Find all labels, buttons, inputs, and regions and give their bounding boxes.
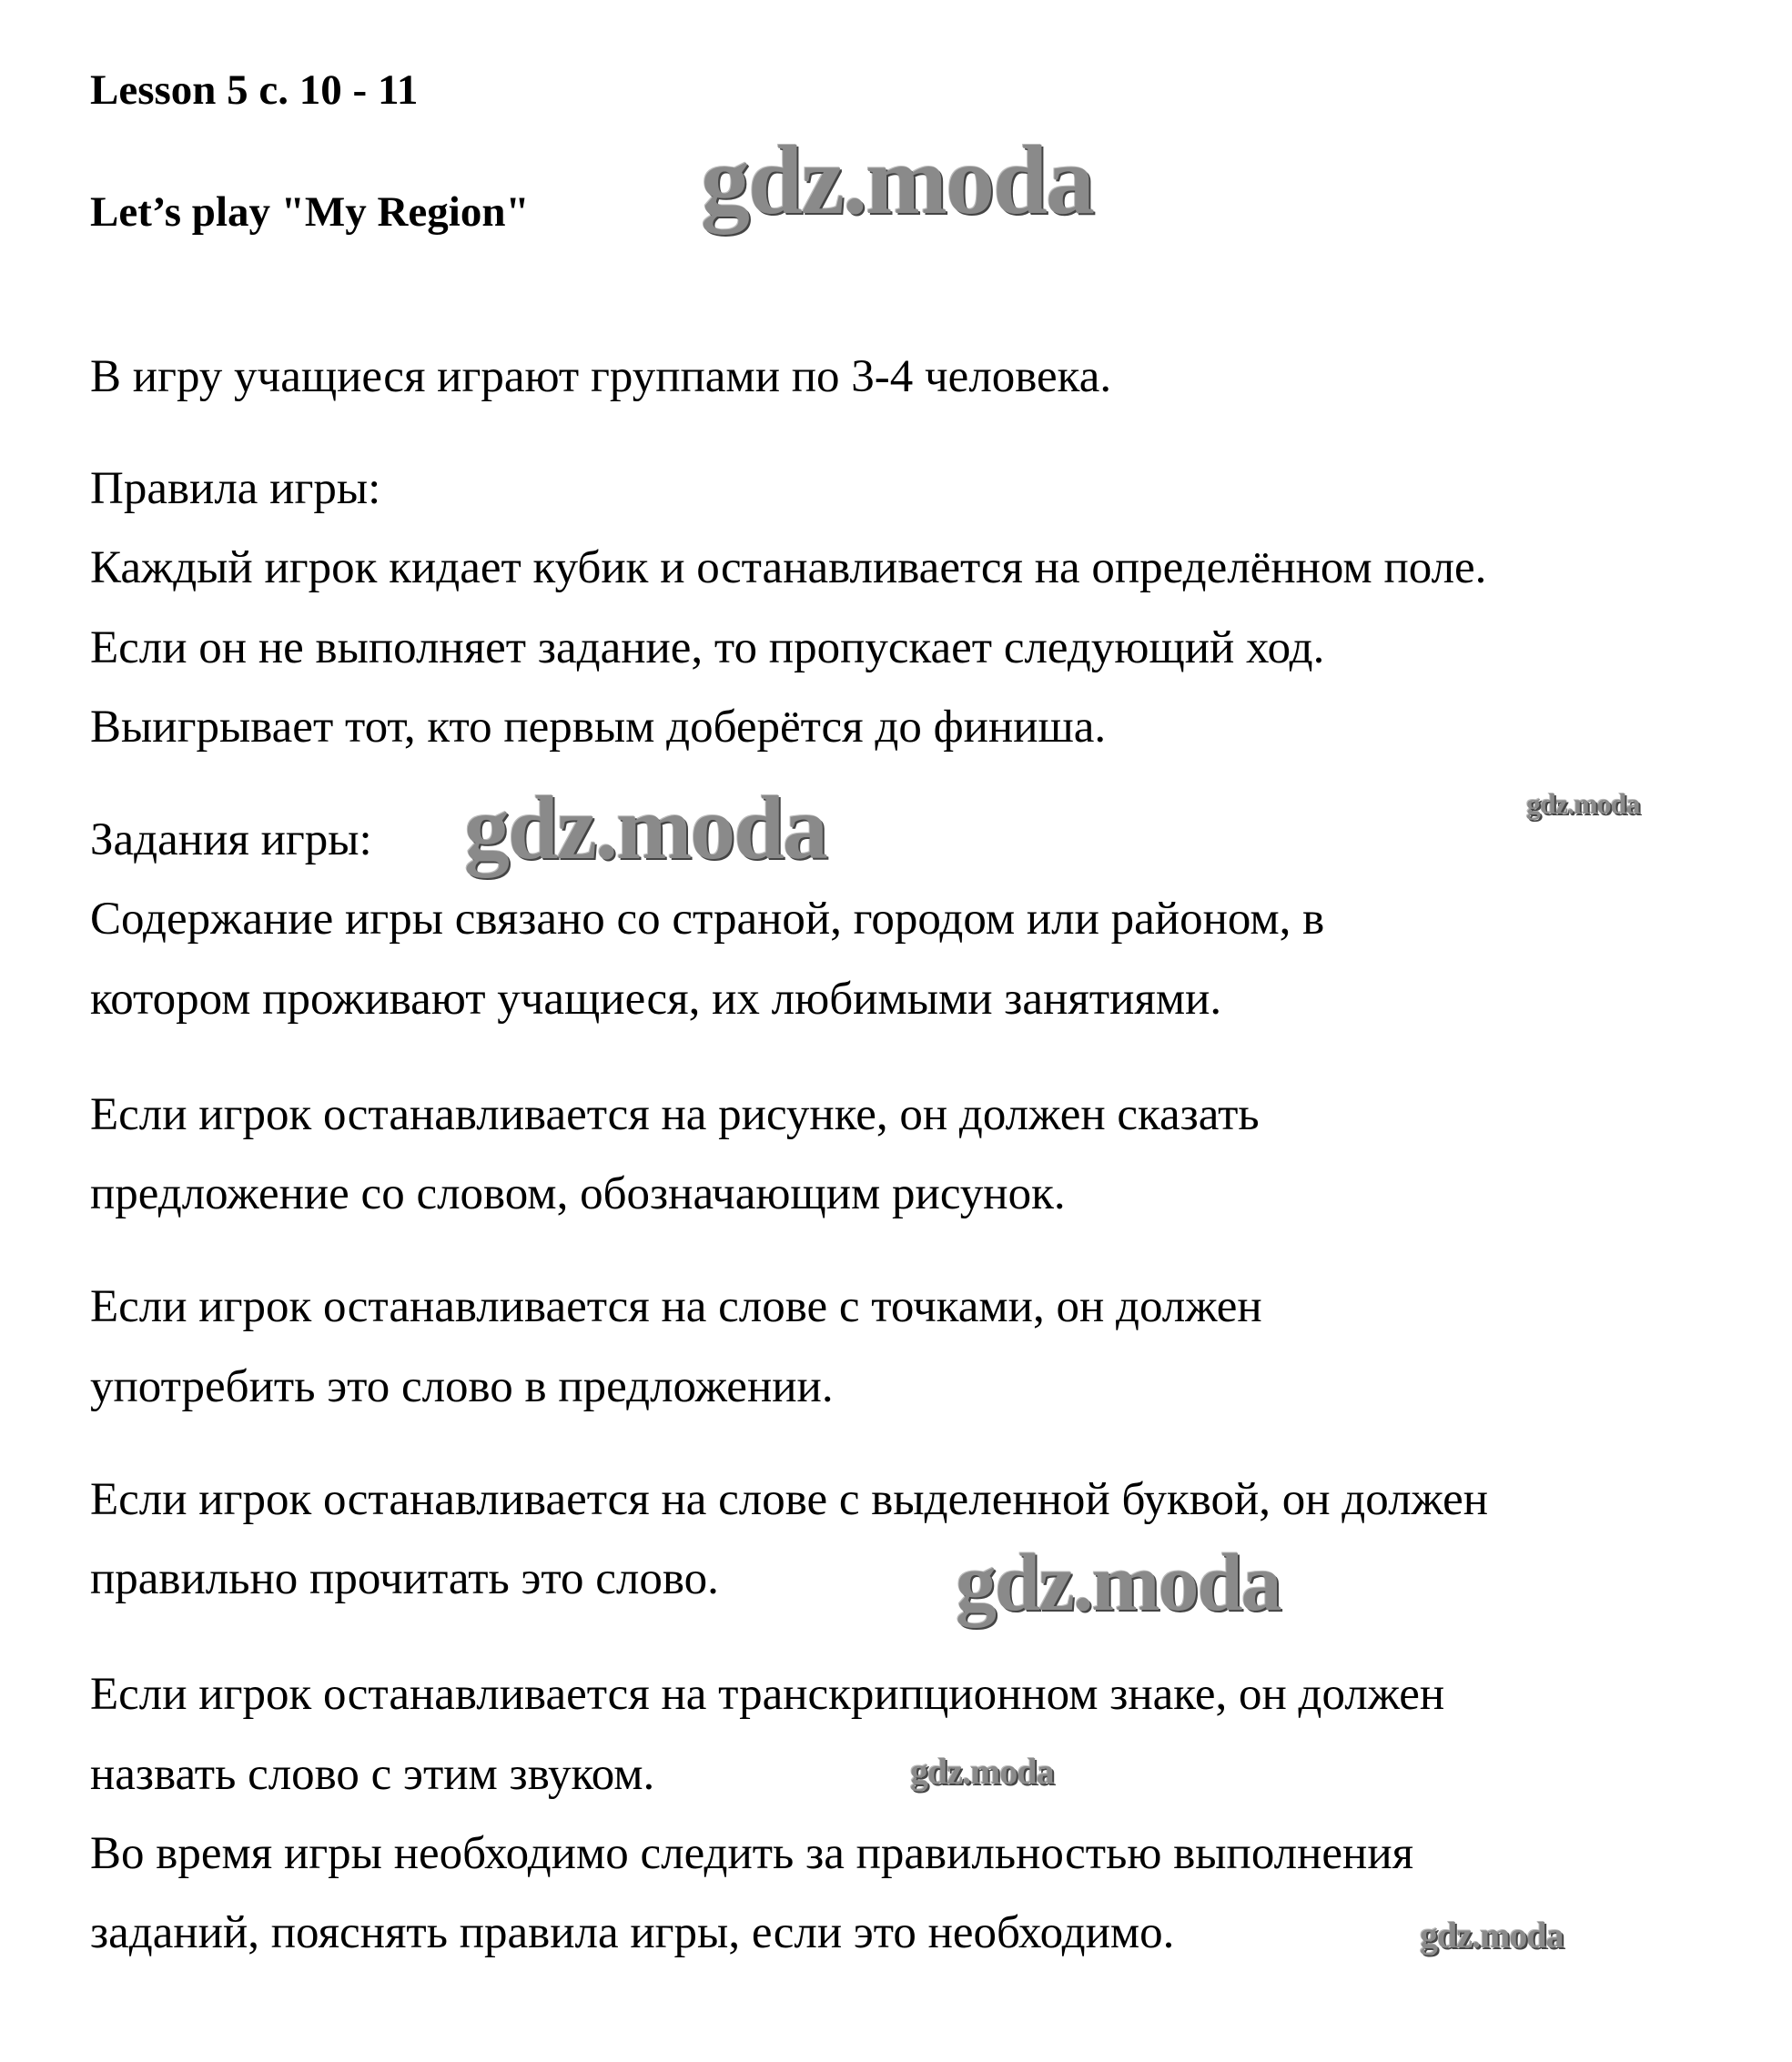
text-line: котором проживают учащиеся, их любимыми занятиями. (90, 974, 1222, 1025)
text-line: Выигрывает тот, кто первым доберётся до финиша. (90, 702, 1107, 753)
watermark: gdz.moda (701, 126, 1094, 235)
watermark: gdz.moda (1420, 1915, 1564, 1956)
watermark: gdz.moda (956, 1538, 1281, 1628)
text-line: Каждый игрок кидает кубик и останавливается на определённом поле. (90, 542, 1487, 593)
text-line: правильно прочитать это слово. (90, 1553, 719, 1604)
text-line: предложение со словом, обозначающим рисунок. (90, 1168, 1066, 1219)
text-line: Задания игры: (90, 814, 372, 865)
watermark: gdz.moda (910, 1751, 1054, 1792)
text-line: Если игрок останавливается на слове с выделенной буквой, он должен (90, 1474, 1489, 1525)
text-line: Если игрок останавливается на рисунке, он должен сказать (90, 1089, 1260, 1140)
text-line: Если он не выполняет задание, то пропускает следующий ход. (90, 622, 1325, 673)
watermark: gdz.moda (464, 777, 826, 878)
text-line: Во время игры необходимо следить за правильностью выполнения (90, 1828, 1414, 1879)
text-line: Содержание игры связано со страной, городом или районом, в (90, 894, 1325, 945)
text-line: Правила игры: (90, 463, 381, 514)
text-line: Если игрок останавливается на слове с точками, он должен (90, 1281, 1262, 1332)
watermark: gdz.moda (1526, 787, 1640, 820)
text-line: В игру учащиеся играют группами по 3-4 человека. (90, 351, 1112, 402)
text-line: употребить это слово в предложении. (90, 1361, 834, 1412)
text-line: заданий, пояснять правила игры, если это необходимо. (90, 1907, 1175, 1958)
lesson-title: Lesson 5 c. 10 - 11 (90, 66, 419, 114)
game-title: Let’s play "My Region" (90, 188, 530, 236)
text-line: назвать слово с этим звуком. (90, 1749, 655, 1800)
text-line: Если игрок останавливается на транскрипционном знаке, он должен (90, 1669, 1445, 1720)
